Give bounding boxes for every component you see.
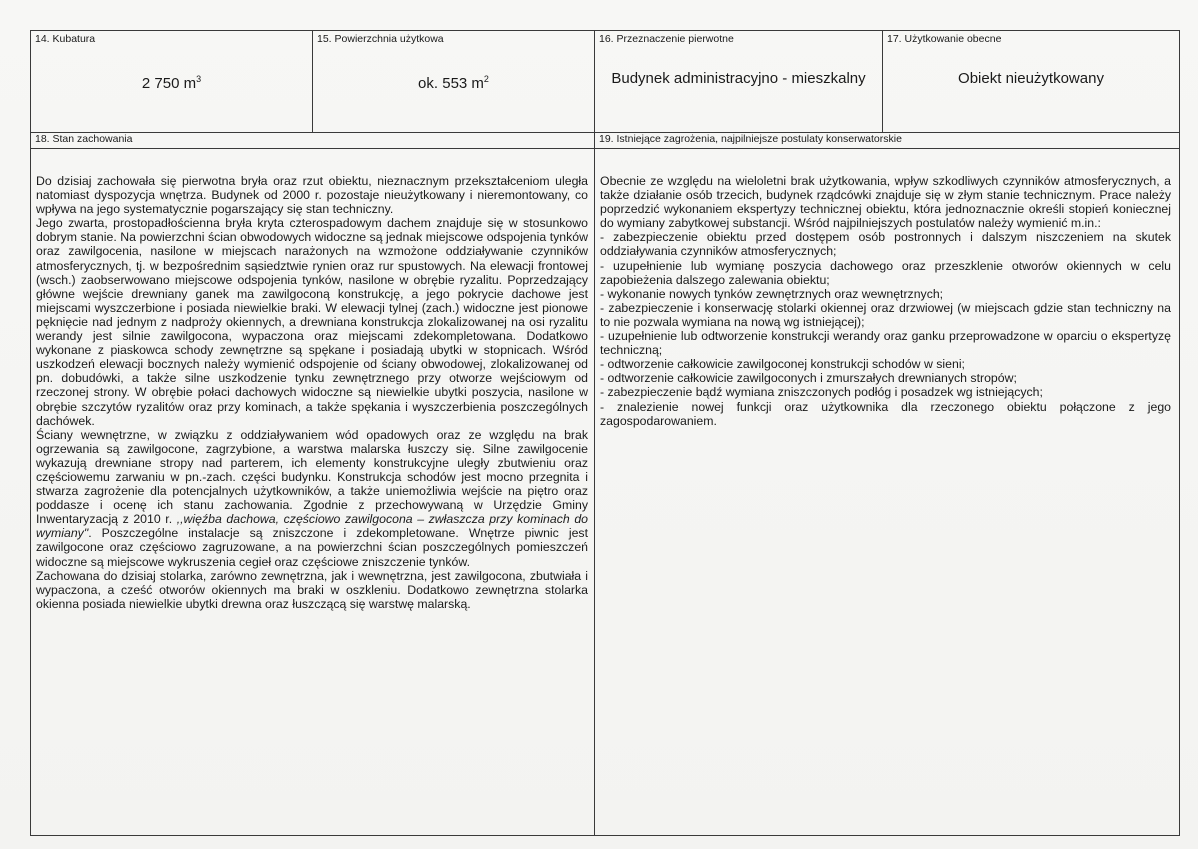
bottom-row bbox=[31, 132, 1179, 835]
cell-value: Budynek administracyjno - mieszkalny bbox=[611, 70, 866, 87]
paragraph-text: Ściany wewnętrzne, w związku z oddziaływaniem wód opadowych oraz ze względu na brak ogrzewania są zawilgocone, zagrzybione, a warstwa malarska łuszczy się. Silne zawilgocenie wykazują drewniane stropy nad parterem, ich elementy konstrukcyjne uległy zbutwieniu oraz częściowemu zarwaniu w pn.-zach. części budynku. Konstrukcja schodów jest mocno przegnita i stwarza zagrożenie dla potencjalnych użytkowników, a także uniemożliwia wejście na piętro oraz poddasze i ocenę ich stanu zachowania. Zgodnie z przechowywaną w Urzędzie Gminy Inwentaryzacją z 2010 r. bbox=[36, 427, 588, 527]
paragraph: Zachowana do dzisiaj stolarka, zarówno zewnętrzna, jak i wewnętrzna, jest zawilgocona, zbutwiała i wypaczona, a cześć otworów okiennych ma braki w oszkleniu. Dodatkowo zewnętrzna stolarka okienna posiada niewielkie ubytki drewna oraz łuszczącą się warstwę malarską. bbox=[36, 568, 588, 611]
cell-label: 17. Użytkowanie obecne bbox=[887, 33, 1002, 45]
list-item: - zabezpieczenie obiektu przed dostępem osób postronnych i dalszym niszczeniem na skutek oddziaływania czynników atmosferycznych; bbox=[600, 230, 1171, 259]
cell-value bbox=[313, 69, 594, 94]
section-zagrozenia bbox=[595, 132, 1179, 835]
section-stan-zachowania bbox=[31, 132, 595, 835]
list-item: - wykonanie nowych tynków zewnętrznych oraz wewnętrznych; bbox=[600, 286, 944, 301]
section-label: 18. Stan zachowania bbox=[31, 132, 594, 149]
paragraph bbox=[36, 428, 588, 569]
cell-label: 16. Przeznaczenie pierwotne bbox=[599, 33, 734, 45]
list-item: - znalezienie nowej funkcji oraz użytkownika dla rzeczonego obiektu połączone z jego zagospodarowaniem. bbox=[600, 399, 1171, 428]
value-text: 2 750 m bbox=[141, 75, 197, 92]
list-item: - uzupełnienie lub odtworzenie konstrukcji werandy oraz ganku przeprowadzone w oparciu o ekspertyzę techniczną; bbox=[600, 329, 1171, 358]
paragraph: Jego zwarta, prostopadłościenna bryła kryta czterospadowym dachem znajduje się w stosunkowo dobrym stanie. Na powierzchni ścian obwodowych widoczne są jednak miejscowe odspojenia tynków oraz zawilgocenia, nasilone w miejscach narażonych na wzmożone oddziaływanie czynników atmosferycznych, tj. w bezpośrednim sąsiedztwie rynien oraz rur spustowych. Na elewacji frontowej (wsch.) zaobserwowano miejscowe odspojenia tynków, nasilone w obrębie ryzalitu. Poprzedzający główne wejście drewniany ganek ma zawilgoconą konstrukcję, a jego pokrycie dachowe jest miejscami wyszczerbione i posiada niewielkie braki. W elewacji tylnej (zach.) widoczne jest pionowe pęknięcie nad jednym z nadproży okiennych, a drewniana konstrukcja zlokalizowanej na osi ryzalitu werandy jest silnie zawilgocona, wypaczona oraz miejscami zdekompletowana. Dodatkowo wykonane z piaskowca schody zewnętrzne są spękane i posiadają ubytki w stopnicach. Wśród uszkodzeń elewacji bocznych należy wymienić odspojenie od ściany obwodowej, zlokalizowanej od pn. dobudówki, a także silne uszkodzenie tynku zewnętrznego przy otworze wejściowym od rzeczonej strony. W obrębie połaci dachowych widoczne są niewielkie ubytki poszycia, nasilone w obrębie szczytów ryzalitów oraz przy kominach, a także spękania i wyszczerbienia poszczególnych dachówek. bbox=[36, 216, 588, 428]
list-item: - zabezpieczenie i konserwację stolarki okiennej oraz drzwiowej (w miejscach gdzie stan techniczny na to nie pozwala wymiana na nową wg istniejącej); bbox=[600, 300, 1171, 329]
cell-value: Obiekt nieużytkowany bbox=[958, 70, 1104, 87]
cell-uzytkowanie bbox=[883, 31, 1179, 132]
quotation: ,,więźba dachowa, częściowo zawilgocona – zwłaszcza przy kominach do wymiany" bbox=[36, 512, 588, 541]
value-superscript: 3 bbox=[196, 74, 202, 84]
cell-label: 14. Kubatura bbox=[35, 33, 96, 45]
cell-przeznaczenie bbox=[595, 31, 883, 132]
list-item: - odtworzenie całkowicie zawilgoconej konstrukcji schodów w sieni; bbox=[600, 357, 965, 372]
section-body bbox=[36, 174, 588, 611]
section-label: 19. Istniejące zagrożenia, najpilniejsze postulaty konserwatorskie bbox=[595, 132, 1179, 149]
form-table bbox=[30, 30, 1180, 836]
cell-value bbox=[31, 69, 312, 94]
cell-kubatura bbox=[31, 31, 313, 132]
value-text: ok. 553 m bbox=[418, 75, 484, 92]
section-body bbox=[600, 174, 1171, 428]
list-item: - odtworzenie całkowicie zawilgoconych i zmurszałych drewnianych stropów; bbox=[600, 371, 1017, 386]
list-item: - zabezpieczenie bądź wymiana zniszczonych podłóg i posadzek wg istniejących; bbox=[600, 385, 1043, 400]
paragraph-text: . Poszczególne instalacje są zniszczone i zdekompletowane. Wnętrze piwnic jest zawilgocone oraz częściowo zagruzowane, a na powierzchni ścian poszczególnych pomieszczeń widoczne są miejscowe wykruszenia cegieł oraz częściowe zniszczenie tynków. bbox=[36, 526, 588, 569]
top-row bbox=[31, 31, 1179, 133]
paragraph: Obecnie ze względu na wieloletni brak użytkowania, wpływ szkodliwych czynników atmosferycznych, a także działanie osób trzecich, budynek rządcówki znajduje się w złym stanie technicznym. Prace należy poprzedzić wykonaniem ekspertyzy technicznej obiektu, która jednoznacznie określi stopień koniecznej do wymiany zabytkowej substancji. Wśród najpilniejszych postulatów należy wymienić m.in.: bbox=[600, 174, 1171, 231]
cell-powierzchnia bbox=[313, 31, 595, 132]
value-superscript: 2 bbox=[483, 74, 489, 84]
postulate-list bbox=[600, 230, 1171, 427]
cell-label: 15. Powierzchnia użytkowa bbox=[317, 33, 444, 45]
list-item: - uzupełnienie lub wymianę poszycia dachowego oraz przeszklenie otworów okiennych w celu zapobieżenia dalszego zalewania obiektu; bbox=[600, 258, 1171, 287]
paragraph: Do dzisiaj zachowała się pierwotna bryła oraz rzut obiektu, nieznacznym przekształceniom uległa natomiast dyspozycja wnętrza. Budynek od 2000 r. pozostaje nieużytkowany i nieremontowany, co wpływa na jego systematycznie pogarszający się stan techniczny. bbox=[36, 174, 588, 217]
